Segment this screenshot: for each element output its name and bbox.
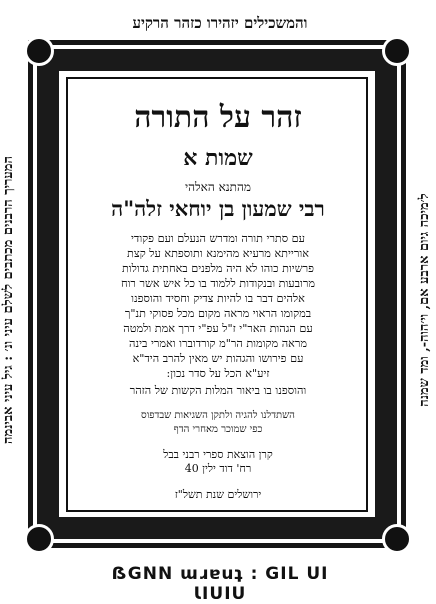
corner-ornament-icon <box>24 36 54 66</box>
description-line: מראה מקומות הר"מ קורדוברו ואמרי בינה <box>129 337 307 350</box>
top-motto: והמשכילים יזהירו כזהר הרקיע <box>132 14 308 32</box>
by-line: מהתנא האלהי <box>184 180 252 194</box>
imprint: ירושלים שנת תשל"ז <box>174 488 262 501</box>
book-title: זהר על התורה <box>134 100 302 135</box>
description-line: זיע"א הכל על סדר נכון: <box>166 367 270 380</box>
description-line: במקומו הראוי מראה מקום מכל פסוקי תנ"ך <box>124 307 312 320</box>
corner-ornament-icon <box>382 524 412 554</box>
corner-ornament-icon <box>24 524 54 554</box>
note-line: כפי שמוכר מאחרי הדף <box>173 424 263 435</box>
volume-title: שמות א <box>183 145 253 171</box>
bottom-handwriting: ẞGNN ɯɹɐuʇ : GIL UI ƖIUIU <box>111 564 329 604</box>
description-line: אלהים דבר בו להיות צדיק וחסיד והוספנו <box>131 292 305 305</box>
description-line: אורייתא מרעיא מהימנא ותוספתא על קצת <box>127 247 309 260</box>
description-line: עם סתרי תורה ומדרש הנעלם ועם פקודי <box>131 232 305 245</box>
author-name: רבי שמעון בן יוחאי זלה"ה <box>111 196 325 221</box>
corner-ornament-icon <box>382 36 412 66</box>
description-line: מרובעות ובנקודות ללמוד בו כל איש אשר רוח <box>120 277 316 290</box>
side-inscription-left: המעריך הרבנים מכתבים לשלם עיני ונ׳ : גיל עיני אבינמה <box>1 156 16 444</box>
note-line: השתדלנו להגיה ולתקן השגיאות שבדפוס <box>141 410 295 421</box>
description-line: עם הגהות האר"י ז"ל עפ"י דרך אמת ולמטה <box>123 322 313 335</box>
publisher-address: רח' דוד ילין 40 <box>184 462 252 475</box>
description-line: והוספנו בו ביאור המלות הקשות של הזהר <box>129 384 307 397</box>
publisher-name: קרן הוצאת ספרי רבני בבל <box>163 448 273 461</box>
description-line: פרשיות כוהו לא היה מלפנים באחתית גדולות <box>121 262 315 275</box>
description-line: עם פירושו והגהות יש מאין להרב היד"א <box>132 352 304 365</box>
side-inscription-right: ל׳מיכה גיום ארבע אם, וי׳הוה-, ומד שמנה <box>417 193 432 407</box>
